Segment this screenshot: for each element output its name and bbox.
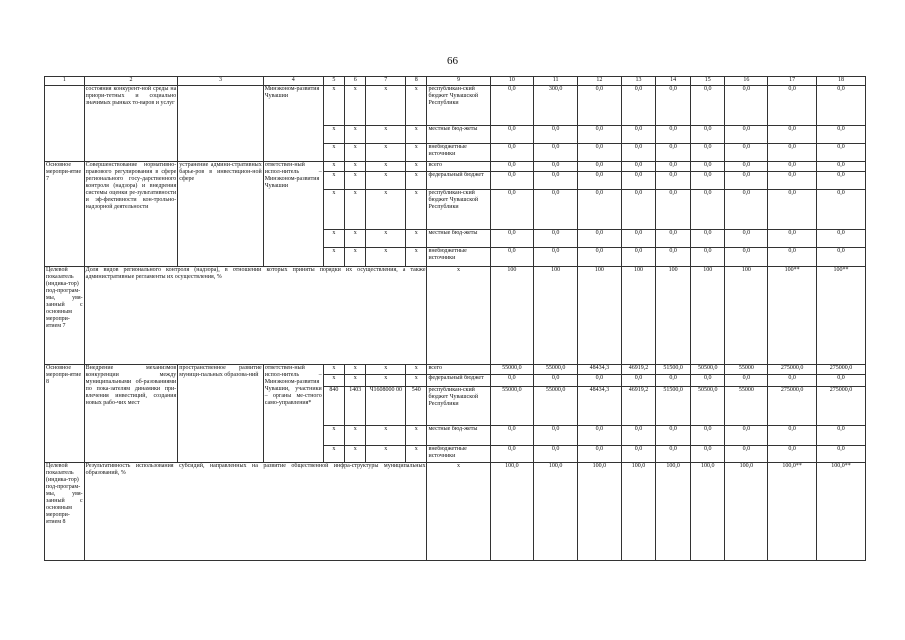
amount-value: 0,0 <box>690 162 725 172</box>
budget-code: x <box>345 365 366 375</box>
column-number: 3 <box>178 77 263 86</box>
amount-value: 0,0 <box>768 144 817 162</box>
amount-value: 0,0 <box>656 375 691 387</box>
budget-code: x <box>406 248 427 267</box>
budget-code: x <box>366 375 406 387</box>
column-number: 4 <box>263 77 323 86</box>
column-number: 15 <box>690 77 725 86</box>
column-number: 13 <box>621 77 656 86</box>
empty-cell <box>178 86 263 162</box>
amount-value: 275000,0 <box>817 365 866 375</box>
indicator-row <box>45 267 866 365</box>
indicator-value: 100** <box>768 267 817 365</box>
amount-value: 0,0 <box>817 446 866 463</box>
amount-value: 0,0 <box>656 426 691 446</box>
amount-value: 0,0 <box>725 86 768 126</box>
amount-value: 0,0 <box>725 126 768 144</box>
budget-code: x <box>323 446 344 463</box>
indicator-row <box>45 463 866 561</box>
amount-value: 0,0 <box>690 172 725 190</box>
indicator-value: 100,0 <box>534 463 578 561</box>
budget-code: x <box>345 375 366 387</box>
amount-value: 0,0 <box>656 446 691 463</box>
budget-code: x <box>345 248 366 267</box>
column-number: 11 <box>534 77 578 86</box>
budget-code: x <box>406 86 427 126</box>
amount-value: 0,0 <box>656 230 691 248</box>
funding-source: республикан-ский бюджет Чувашской Республики <box>427 190 490 230</box>
amount-value: 0,0 <box>490 248 534 267</box>
indicator-value: 100 <box>656 267 691 365</box>
event-label: Основное меропри-ятие 7 <box>45 162 85 267</box>
amount-value: 0,0 <box>621 375 656 387</box>
budget-code: x <box>345 86 366 126</box>
amount-value: 0,0 <box>621 190 656 230</box>
amount-value: 0,0 <box>534 230 578 248</box>
financing-table <box>44 76 866 561</box>
goal-text: состояния конкурент-ной среды на приори-тетных и социально значимых рынках то-варов и услуг <box>84 86 178 162</box>
budget-code: x <box>323 190 344 230</box>
amount-value: 0,0 <box>490 375 534 387</box>
amount-value: 0,0 <box>656 248 691 267</box>
amount-value: 0,0 <box>690 144 725 162</box>
amount-value: 0,0 <box>621 230 656 248</box>
budget-code: x <box>366 126 406 144</box>
amount-value: 275000,0 <box>768 387 817 426</box>
amount-value: 0,0 <box>725 144 768 162</box>
amount-value: 0,0 <box>578 375 622 387</box>
goal-text: пространственное развитие муници-пальных образова-ний <box>178 365 263 463</box>
amount-value: 0,0 <box>817 86 866 126</box>
column-number: 6 <box>345 77 366 86</box>
budget-code: x <box>366 86 406 126</box>
amount-value: 0,0 <box>534 162 578 172</box>
indicator-value: 100,0 <box>690 463 725 561</box>
amount-value: 0,0 <box>656 144 691 162</box>
amount-value: 46919,2 <box>621 365 656 375</box>
budget-code: x <box>406 230 427 248</box>
amount-value: 0,0 <box>578 248 622 267</box>
budget-code: x <box>406 126 427 144</box>
budget-code: x <box>323 365 344 375</box>
column-number: 8 <box>406 77 427 86</box>
amount-value: 0,0 <box>690 230 725 248</box>
funding-source: федеральный бюджет <box>427 172 490 190</box>
executor-text: ответствен-ный испол-нитель – Минэконом-развития Чувашии, участники – органы ме-стного само-управления* <box>263 365 323 463</box>
funding-source: местные бюд-жеты <box>427 230 490 248</box>
amount-value: 0,0 <box>490 86 534 126</box>
amount-value: 0,0 <box>578 190 622 230</box>
budget-code: x <box>366 162 406 172</box>
amount-value: 0,0 <box>656 126 691 144</box>
budget-code: x <box>406 172 427 190</box>
amount-value: 0,0 <box>725 375 768 387</box>
budget-code: x <box>406 162 427 172</box>
column-number: 18 <box>817 77 866 86</box>
empty-cell <box>45 86 85 162</box>
funding-source: всего <box>427 162 490 172</box>
column-number: 1 <box>45 77 85 86</box>
budget-code: x <box>345 126 366 144</box>
event-name: Совершенствование нормативно-правового регулирования в сфере регионального госу-дарственного контроля (надзора) и внедрения системы оценки ре-зультативности и эф-фективности кон-трольно-надзорной деятельности <box>84 162 178 267</box>
amount-value: 0,0 <box>725 190 768 230</box>
indicator-value: 100 <box>725 267 768 365</box>
indicator-label: Целевой показатель (индика-тор) под-програм-мы, увя-занный с основным меропри-ятием 8 <box>45 463 85 561</box>
amount-value: 0,0 <box>578 426 622 446</box>
amount-value: 48434,3 <box>578 365 622 375</box>
indicator-value: 100,0** <box>817 463 866 561</box>
budget-code: x <box>406 446 427 463</box>
budget-code: x <box>366 230 406 248</box>
indicator-value: 100,0** <box>768 463 817 561</box>
budget-code: x <box>323 230 344 248</box>
amount-value: 0,0 <box>534 375 578 387</box>
column-number: 17 <box>768 77 817 86</box>
amount-value: 0,0 <box>490 426 534 446</box>
budget-code: x <box>323 162 344 172</box>
amount-value: 55000,0 <box>534 387 578 426</box>
budget-code: 840 <box>323 387 344 426</box>
budget-code: x <box>323 248 344 267</box>
indicator-value: 100,0 <box>621 463 656 561</box>
amount-value: 0,0 <box>690 126 725 144</box>
budget-code: x <box>406 144 427 162</box>
amount-value: 0,0 <box>817 426 866 446</box>
funding-source: федеральный бюджет <box>427 375 490 387</box>
budget-code: x <box>345 446 366 463</box>
funding-source: республикан-ский бюджет Чувашской Республики <box>427 387 490 426</box>
budget-code: x <box>323 172 344 190</box>
amount-value: 48434,3 <box>578 387 622 426</box>
column-number: 9 <box>427 77 490 86</box>
amount-value: 0,0 <box>578 126 622 144</box>
amount-value: 0,0 <box>621 248 656 267</box>
amount-value: 0,0 <box>817 375 866 387</box>
indicator-value: 100 <box>578 267 622 365</box>
amount-value: 0,0 <box>621 446 656 463</box>
funding-source: местные бюд-жеты <box>427 426 490 446</box>
budget-code: x <box>366 446 406 463</box>
indicator-value: 100 <box>534 267 578 365</box>
goal-text: устранение админи-стративных барье-ров в инвестицион-ной сфере <box>178 162 263 267</box>
indicator-value: 100,0 <box>725 463 768 561</box>
amount-value: 0,0 <box>534 144 578 162</box>
amount-value: 0,0 <box>817 162 866 172</box>
amount-value: 0,0 <box>621 162 656 172</box>
executor-text: Минэконом-развития Чувашии <box>263 86 323 162</box>
budget-code: x <box>345 172 366 190</box>
funding-source: внебюджетные источники <box>427 248 490 267</box>
amount-value: 51500,0 <box>656 365 691 375</box>
amount-value: 0,0 <box>578 172 622 190</box>
indicator-value: 100 <box>490 267 534 365</box>
budget-code: x <box>345 190 366 230</box>
amount-value: 55000 <box>725 387 768 426</box>
amount-value: 0,0 <box>578 162 622 172</box>
amount-value: 0,0 <box>817 230 866 248</box>
column-number: 2 <box>84 77 178 86</box>
indicator-value: 100,0 <box>490 463 534 561</box>
amount-value: 0,0 <box>534 426 578 446</box>
budget-code: x <box>345 144 366 162</box>
amount-value: 0,0 <box>490 172 534 190</box>
column-number: 7 <box>366 77 406 86</box>
amount-value: 0,0 <box>578 86 622 126</box>
budget-code: x <box>323 375 344 387</box>
amount-value: 0,0 <box>690 190 725 230</box>
budget-code: x <box>345 230 366 248</box>
amount-value: 55000,0 <box>490 365 534 375</box>
amount-value: 0,0 <box>578 230 622 248</box>
amount-value: 0,0 <box>621 426 656 446</box>
amount-value: 300,0 <box>534 86 578 126</box>
budget-code: x <box>366 172 406 190</box>
amount-value: 0,0 <box>725 446 768 463</box>
amount-value: 0,0 <box>490 126 534 144</box>
amount-value: 0,0 <box>534 126 578 144</box>
budget-code: x <box>366 248 406 267</box>
amount-value: 0,0 <box>768 126 817 144</box>
funding-source: местные бюд-жеты <box>427 126 490 144</box>
indicator-x: x <box>427 267 490 365</box>
budget-code: x <box>345 426 366 446</box>
amount-value: 0,0 <box>656 162 691 172</box>
indicator-text: Доля видов регионального контроля (надзора), в отношении которых приняты порядки их осуществления, а также административные регламенты их осуществления, % <box>84 267 427 365</box>
event-label: Основное меропри-ятие 8 <box>45 365 85 463</box>
amount-value: 0,0 <box>725 162 768 172</box>
column-number: 12 <box>578 77 622 86</box>
budget-code: x <box>406 365 427 375</box>
indicator-x: x <box>427 463 490 561</box>
funding-source: внебюджетные источники <box>427 144 490 162</box>
amount-value: 0,0 <box>725 230 768 248</box>
amount-value: 55000 <box>725 365 768 375</box>
table-row <box>45 86 866 126</box>
amount-value: 0,0 <box>817 172 866 190</box>
table-row <box>45 365 866 375</box>
budget-code: x <box>406 426 427 446</box>
column-number: 10 <box>490 77 534 86</box>
funding-source: всего <box>427 365 490 375</box>
indicator-value: 100 <box>690 267 725 365</box>
amount-value: 0,0 <box>690 86 725 126</box>
amount-value: 51500,0 <box>656 387 691 426</box>
indicator-label: Целевой показатель (индика-тор) под-програм-мы, увя-занный с основным меропри-ятием 7 <box>45 267 85 365</box>
funding-source: республикан-ский бюджет Чувашской Республики <box>427 86 490 126</box>
amount-value: 0,0 <box>817 248 866 267</box>
amount-value: 46919,2 <box>621 387 656 426</box>
table-row <box>45 162 866 172</box>
budget-code: 540 <box>406 387 427 426</box>
funding-source: внебюджетные источники <box>427 446 490 463</box>
budget-code: x <box>323 126 344 144</box>
column-number: 5 <box>323 77 344 86</box>
amount-value: 0,0 <box>768 190 817 230</box>
amount-value: 0,0 <box>817 144 866 162</box>
amount-value: 0,0 <box>690 375 725 387</box>
indicator-value: 100 <box>621 267 656 365</box>
amount-value: 0,0 <box>578 144 622 162</box>
budget-code: x <box>323 144 344 162</box>
amount-value: 0,0 <box>578 446 622 463</box>
amount-value: 0,0 <box>490 162 534 172</box>
budget-code: 1403 <box>345 387 366 426</box>
amount-value: 0,0 <box>656 172 691 190</box>
amount-value: 0,0 <box>490 230 534 248</box>
amount-value: 0,0 <box>621 172 656 190</box>
amount-value: 0,0 <box>490 190 534 230</box>
amount-value: 0,0 <box>768 426 817 446</box>
amount-value: 0,0 <box>768 446 817 463</box>
amount-value: 55000,0 <box>490 387 534 426</box>
column-number-row <box>45 77 866 86</box>
budget-code: x <box>366 190 406 230</box>
indicator-value: 100** <box>817 267 866 365</box>
budget-code: x <box>366 144 406 162</box>
amount-value: 0,0 <box>621 86 656 126</box>
amount-value: 0,0 <box>768 248 817 267</box>
page-number: 66 <box>447 55 458 67</box>
amount-value: 0,0 <box>690 446 725 463</box>
budget-code: x <box>366 426 406 446</box>
amount-value: 0,0 <box>534 248 578 267</box>
budget-code: x <box>323 426 344 446</box>
amount-value: 0,0 <box>817 126 866 144</box>
budget-code: x <box>366 365 406 375</box>
budget-code: x <box>406 375 427 387</box>
column-number: 14 <box>656 77 691 86</box>
amount-value: 0,0 <box>534 446 578 463</box>
budget-code: x <box>323 86 344 126</box>
amount-value: 275000,0 <box>768 365 817 375</box>
indicator-value: 100,0 <box>656 463 691 561</box>
amount-value: 0,0 <box>690 426 725 446</box>
amount-value: 50500,0 <box>690 365 725 375</box>
amount-value: 0,0 <box>656 190 691 230</box>
amount-value: 55000,0 <box>534 365 578 375</box>
amount-value: 0,0 <box>768 162 817 172</box>
amount-value: 0,0 <box>725 426 768 446</box>
amount-value: 0,0 <box>768 375 817 387</box>
amount-value: 0,0 <box>690 248 725 267</box>
budget-code: x <box>406 190 427 230</box>
column-number: 16 <box>725 77 768 86</box>
amount-value: 0,0 <box>725 172 768 190</box>
amount-value: 0,0 <box>534 190 578 230</box>
amount-value: 0,0 <box>768 86 817 126</box>
budget-code: Ч1608000 00 <box>366 387 406 426</box>
indicator-text: Результативность использования субсидий, направленных на развитие общественной инфра-структуры муниципальных образований, % <box>84 463 427 561</box>
amount-value: 0,0 <box>656 86 691 126</box>
amount-value: 0,0 <box>621 144 656 162</box>
event-name: Внедрение механизмов конкуренции между муниципальными об-разованиями по пока-зателям динамики при-влечения инвестиций, создания новых рабо-чих мест <box>84 365 178 463</box>
amount-value: 0,0 <box>621 126 656 144</box>
amount-value: 0,0 <box>817 190 866 230</box>
amount-value: 0,0 <box>490 446 534 463</box>
amount-value: 0,0 <box>534 172 578 190</box>
amount-value: 0,0 <box>768 230 817 248</box>
budget-code: x <box>345 162 366 172</box>
amount-value: 275000,0 <box>817 387 866 426</box>
amount-value: 0,0 <box>490 144 534 162</box>
amount-value: 0,0 <box>725 248 768 267</box>
amount-value: 50500,0 <box>690 387 725 426</box>
amount-value: 0,0 <box>768 172 817 190</box>
executor-text: ответствен-ный испол-нитель – Минэконом-развития Чувашии <box>263 162 323 267</box>
indicator-value: 100,0 <box>578 463 622 561</box>
